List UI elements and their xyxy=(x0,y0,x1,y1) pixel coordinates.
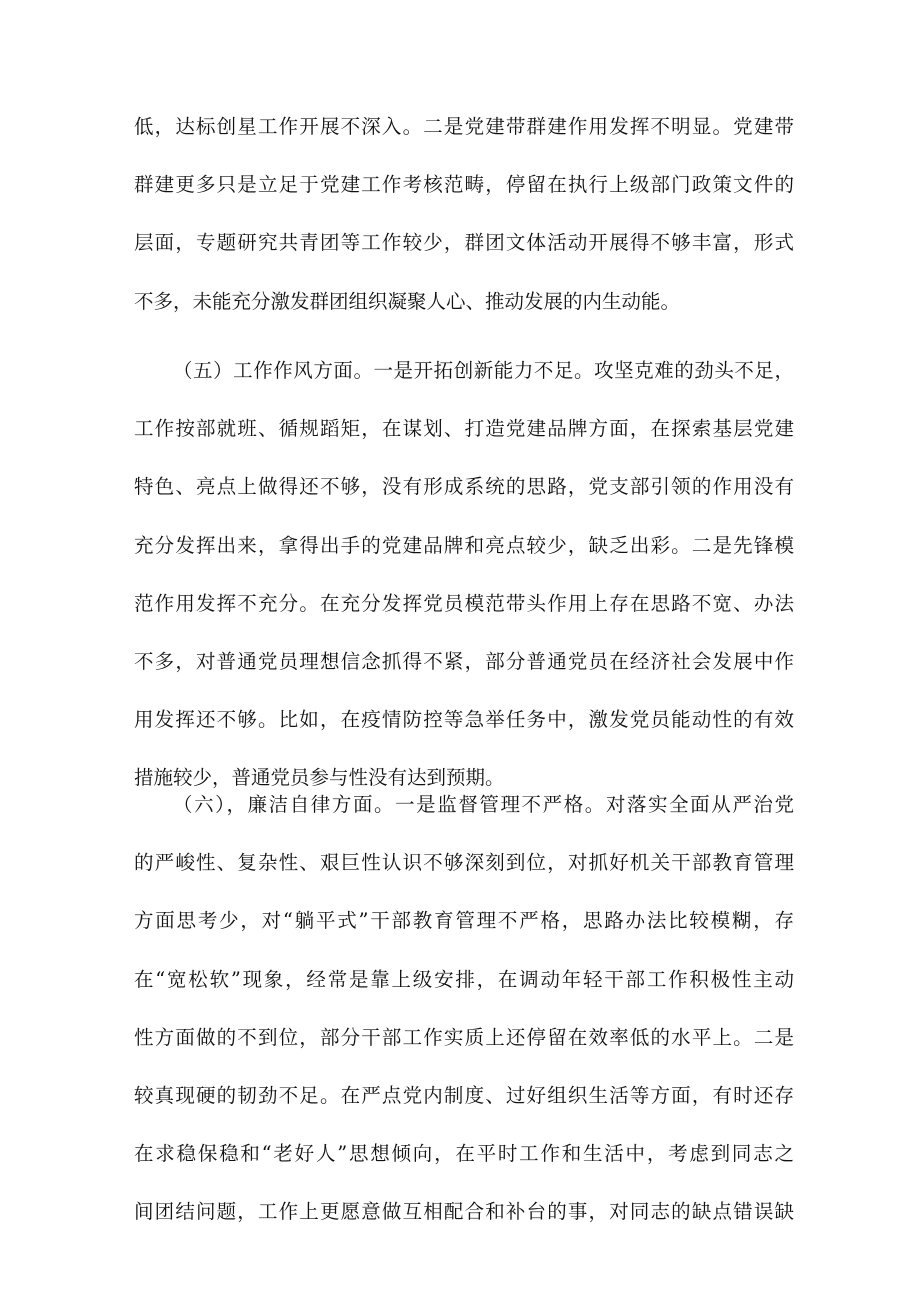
text-line: 群建更多只是立足于党建工作考核范畴，停留在执行上级部门政策文件的 xyxy=(134,173,794,197)
text-line: 较真现硬的韧劲不足。在严点党内制度、过好组织生活等方面，有时还存 xyxy=(134,1083,794,1107)
paragraph-integrity xyxy=(134,776,794,1242)
text-line: （六），廉洁自律方面。一是监督管理不严格。对落实全面从严治党 xyxy=(173,793,794,816)
text-line: 不多，未能充分激发群团组织凝聚人心、推动发展的内生动能。 xyxy=(134,289,681,313)
text-line: 措施较少，普通党员参与性没有达到预期。 xyxy=(134,766,505,790)
text-line: 方面思考少，对“躺平式”干部教育管理不严格，思路办法比较模糊，存 xyxy=(134,909,794,933)
text-line: 层面，专题研究共青团等工作较少，群团文体活动开展得不够丰富，形式 xyxy=(134,231,794,255)
paragraph-work-style xyxy=(134,342,794,808)
text-line: 在“宽松软”现象，经常是靠上级安排，在调动年轻干部工作积极性主动 xyxy=(134,967,794,991)
text-line: 用发挥还不够。比如，在疫情防控等急举任务中，激发党员能动性的有效 xyxy=(134,708,794,732)
text-line: 充分发挥出来，拿得出手的党建品牌和亮点较少，缺乏出彩。二是先锋模 xyxy=(134,533,794,557)
text-line: 低，达标创星工作开展不深入。二是党建带群建作用发挥不明显。党建带 xyxy=(134,115,794,138)
text-line: （五）工作作风方面。一是开拓创新能力不足。攻坚克难的劲头不足， xyxy=(173,359,794,382)
text-line: 范作用发挥不充分。在充分发挥党员模范带头作用上存在思路不宽、办法 xyxy=(134,591,794,615)
paragraph-continuation xyxy=(134,98,794,331)
text-line: 的严峻性、复杂性、艰巨性认识不够深刻到位，对抓好机关干部教育管理 xyxy=(134,851,794,875)
text-line: 间团结问题，工作上更愿意做互相配合和补台的事，对同志的缺点错误缺 xyxy=(134,1200,794,1224)
text-line: 工作按部就班、循规蹈矩，在谋划、打造党建品牌方面，在探索基层党建 xyxy=(134,417,794,441)
text-line: 不多，对普通党员理想信念抓得不紧，部分普通党员在经济社会发展中作 xyxy=(134,649,794,673)
text-line: 特色、亮点上做得还不够，没有形成系统的思路，党支部引领的作用没有 xyxy=(134,475,794,499)
text-line: 在求稳保稳和“老好人”思想倾向，在平时工作和生活中，考虑到同志之 xyxy=(134,1142,794,1166)
text-line: 性方面做的不到位，部分干部工作实质上还停留在效率低的水平上。二是 xyxy=(134,1025,794,1049)
